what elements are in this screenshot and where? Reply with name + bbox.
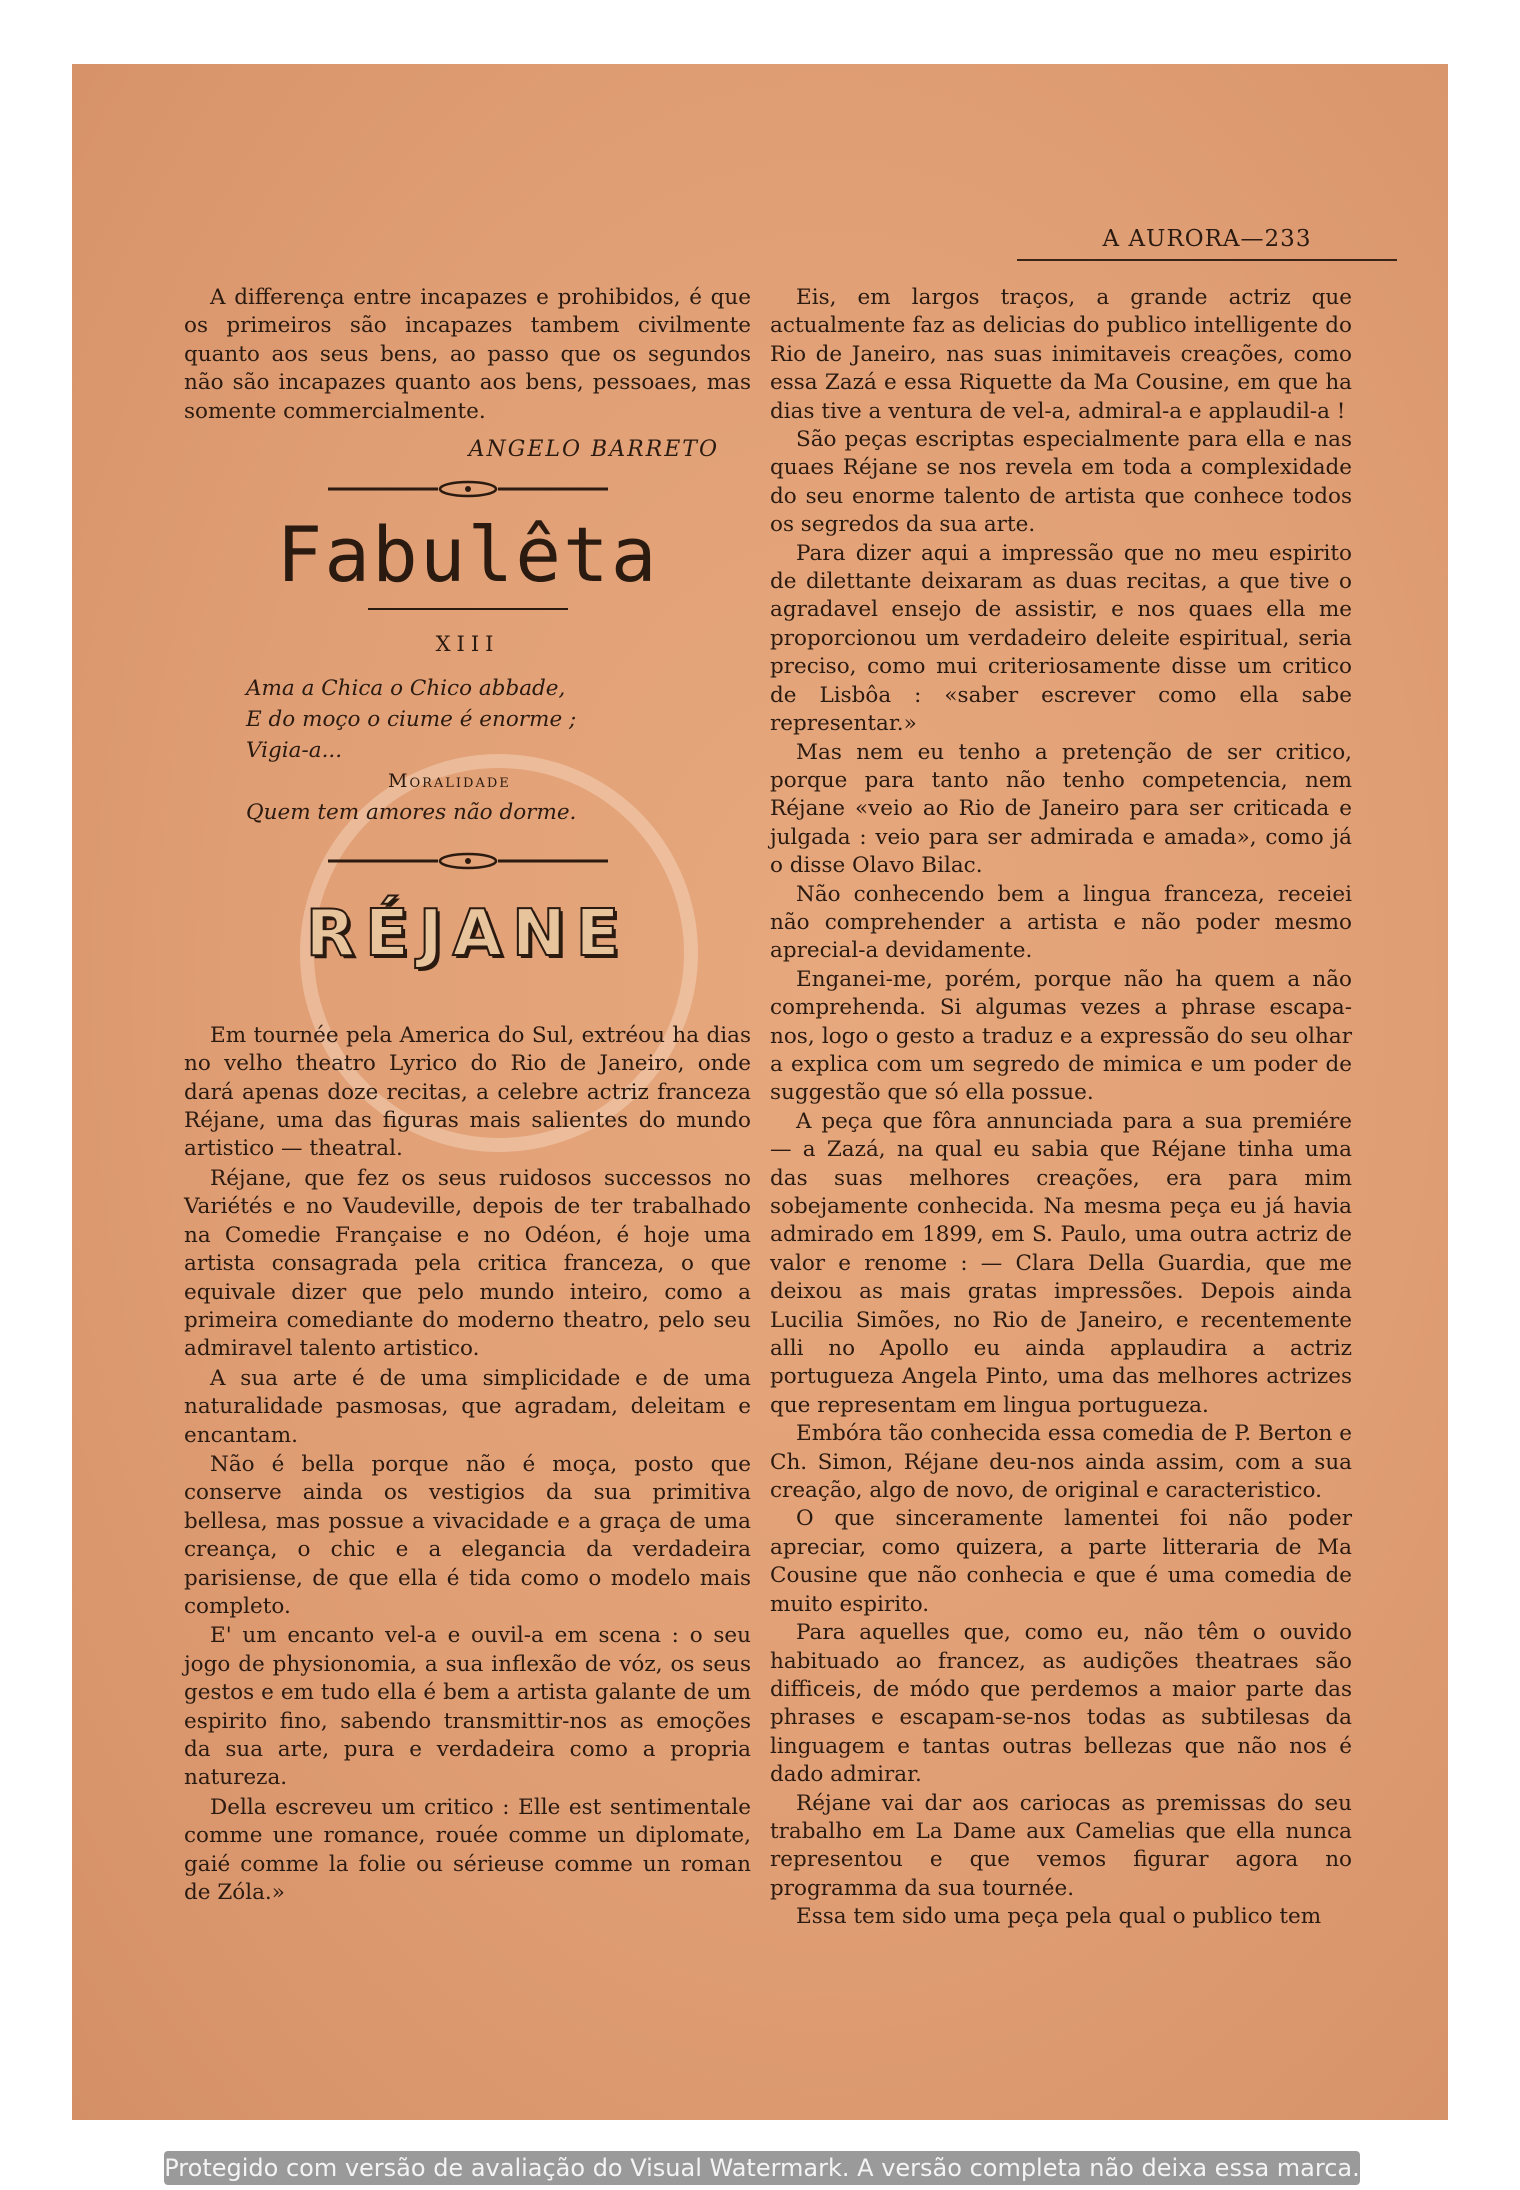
running-header: A AURORA—233 — [1017, 219, 1397, 261]
fable-number: XIII — [435, 632, 500, 657]
article-paragraph: Não conhecendo bem a lingua franceza, receiei não comprehender a artista e não poder mesmo aprecial-a devidamente. — [770, 881, 1352, 964]
article-paragraph: Embóra tão conhecida essa comedia de P. Berton e Ch. Simon, Réjane deu-nos ainda assim, com a sua creação, algo de novo, de original e caracteristico. — [770, 1421, 1352, 1504]
fable-poem — [184, 673, 751, 828]
article-paragraph: A peça que fôra annunciada para a sua premiére — a Zazá, na qual eu sabia que Réjane tinha uma das suas melhores creações, era para mim sobejamente conhecida. Na mesma peça eu já havia admirado em 1899, em S. Paulo, uma outra actriz de valor e renome : — Clara Della Guardia, que me deixou as mais gratas impressões. Depois ainda Lucilia Simões, no Rio de Janeiro, e recentemente alli no Apollo eu ainda applaudira a actriz portugueza Angela Pinto, uma das melhores actrizes que representam em lingua portugueza. — [770, 1108, 1352, 1418]
article-paragraph: A sua arte é de uma simplicidade e de uma naturalidade pasmosas, que agradam, deleitam e encantam. — [184, 1365, 751, 1448]
article-paragraph: Em tournée pela America do Sul, extréou ha dias no velho theatro Lyrico do Rio de Janeiro, onde dará apenas doze recitas, a celebre actriz franceza Réjane, uma das figuras mais salientes do mundo artistico — theatral. — [184, 1022, 751, 1162]
watermark-notice-bar: Protegido com versão de avaliação do Visual Watermark. A versão completa não deixa essa marca. — [164, 2151, 1360, 2185]
rejane-title: RÉJANE — [305, 896, 630, 971]
article-paragraph: Réjane, que fez os seus ruidosos successos no Variétés e no Vaudeville, depois de ter trabalhado na Comedie Française e no Odéon, é hoje uma artista consagrada pela critica franceza, o que equivale dizer que pelo mundo inteiro, como a primeira comediante do moderno theatro, pelo seu admiravel talento artistico. — [184, 1165, 751, 1362]
article-paragraph: Della escreveu um critico : Elle est sentimentale comme une romance, rouée comme un diplomate, gaié comme la folie ou sérieuse comme un roman de Zóla.» — [184, 1794, 751, 1906]
article-paragraph: Réjane vai dar aos cariocas as premissas do seu trabalho em La Dame aux Camelias que ella nunca representou e que vemos figurar agora no programma da sua tournée. — [770, 1790, 1352, 1901]
short-rule — [368, 604, 568, 614]
ornament-divider — [328, 478, 608, 500]
article-paragraph: Para dizer aqui a impressão que no meu espirito de dilettante deixaram as duas recitas, a que tive o agradavel ensejo de assistir, e nos quaes ella me proporcionou um verdadeiro deleite espiritual, seria preciso, como mui criteriosamente disse um critico de Lisbôa : «saber escrever como ella sabe representar.» — [770, 540, 1352, 737]
author-signature: ANGELO BARRETO — [468, 437, 719, 463]
poem-line: Ama a Chica o Chico abbade, — [246, 675, 566, 701]
moral-label: Moralidade — [388, 769, 511, 792]
article-paragraph: Enganei-me, porém, porque não ha quem a não comprehenda. Si algumas vezes a phrase escapa-nos, logo o gesto a traduz e a expressão do seu olhar a explica com um segredo de mimica e um poder de suggestão que só ella possue. — [770, 966, 1352, 1106]
rejane-article-left — [184, 1022, 751, 1908]
article-paragraph: Não é bella porque não é moça, posto que conserve ainda os vestigios da sua primitiva bellesa, mas possue a vivacidade e a graça de uma creança, o chic e a elegancia da verdadeira parisiense, de que ella é tida como o modelo mais completo. — [184, 1451, 751, 1619]
article-paragraph: Eis, em largos traços, a grande actriz que actualmente faz as delicias do publico intelligente do Rio de Janeiro, nas suas inimitaveis creações, como essa Zazá e essa Riquette da Ma Cousine, em que ha dias tive a ventura de vel-a, admiral-a e applaudil-a ! — [770, 285, 1352, 424]
article-paragraph: E' um encanto vel-a e ouvil-a em scena : o seu jogo de physionomia, a sua inflexão de vóz, os seus gestos e em tudo ella é bem a artista galante de um espirito fino, sabendo transmittir-nos as emoções da sua arte, pura e verdadeira como a propria natureza. — [184, 1623, 751, 1791]
right-column — [770, 284, 1352, 1932]
ornament-divider — [328, 850, 608, 872]
article-paragraph: São peças escriptas especialmente para ella e nas quaes Réjane se nos revela em toda a complexidade do seu enorme talento de artista que conhece todos os segredos da sua arte. — [770, 427, 1352, 538]
article-paragraph: Para aquelles que, como eu, não têm o ouvido habituado ao francez, as audições theatraes são difficeis, de módo que perdemos a maior parte das phrases e escapam-se-nos todas as subtilesas da linguagem e tantas outras bellezas que não nos é dado admirar. — [770, 1620, 1352, 1788]
left-column — [184, 284, 751, 1908]
poem-line: Vigia-a... — [246, 737, 343, 763]
magazine-page — [72, 64, 1448, 2120]
moral-line: Quem tem amores não dorme. — [246, 799, 577, 825]
article-paragraph: Essa tem sido uma peça pela qual o publico tem — [796, 1904, 1322, 1930]
article-paragraph: O que sinceramente lamentei foi não poder apreciar, como quizera, a parte litteraria de Ma Cousine que não conhecia e que é uma comedia de muito espirito. — [770, 1506, 1352, 1617]
intro-paragraph: A differença entre incapazes e prohibidos, é que os primeiros são incapazes tambem civilmente quanto aos seus bens, ao passo que os segundos não são incapazes quanto aos bens, pessoaes, mas somente commercialmente. — [184, 285, 751, 424]
poem-line: E do moço o ciume é enorme ; — [246, 706, 577, 732]
fabuleta-title: Fabulêta — [276, 510, 659, 600]
article-paragraph: Mas nem eu tenho a pretenção de ser critico, porque para tanto não tenho competencia, nem Réjane «veio ao Rio de Janeiro para ser criticada e julgada : veio para ser admirada e amada», como já o disse Olavo Bilac. — [770, 739, 1352, 879]
